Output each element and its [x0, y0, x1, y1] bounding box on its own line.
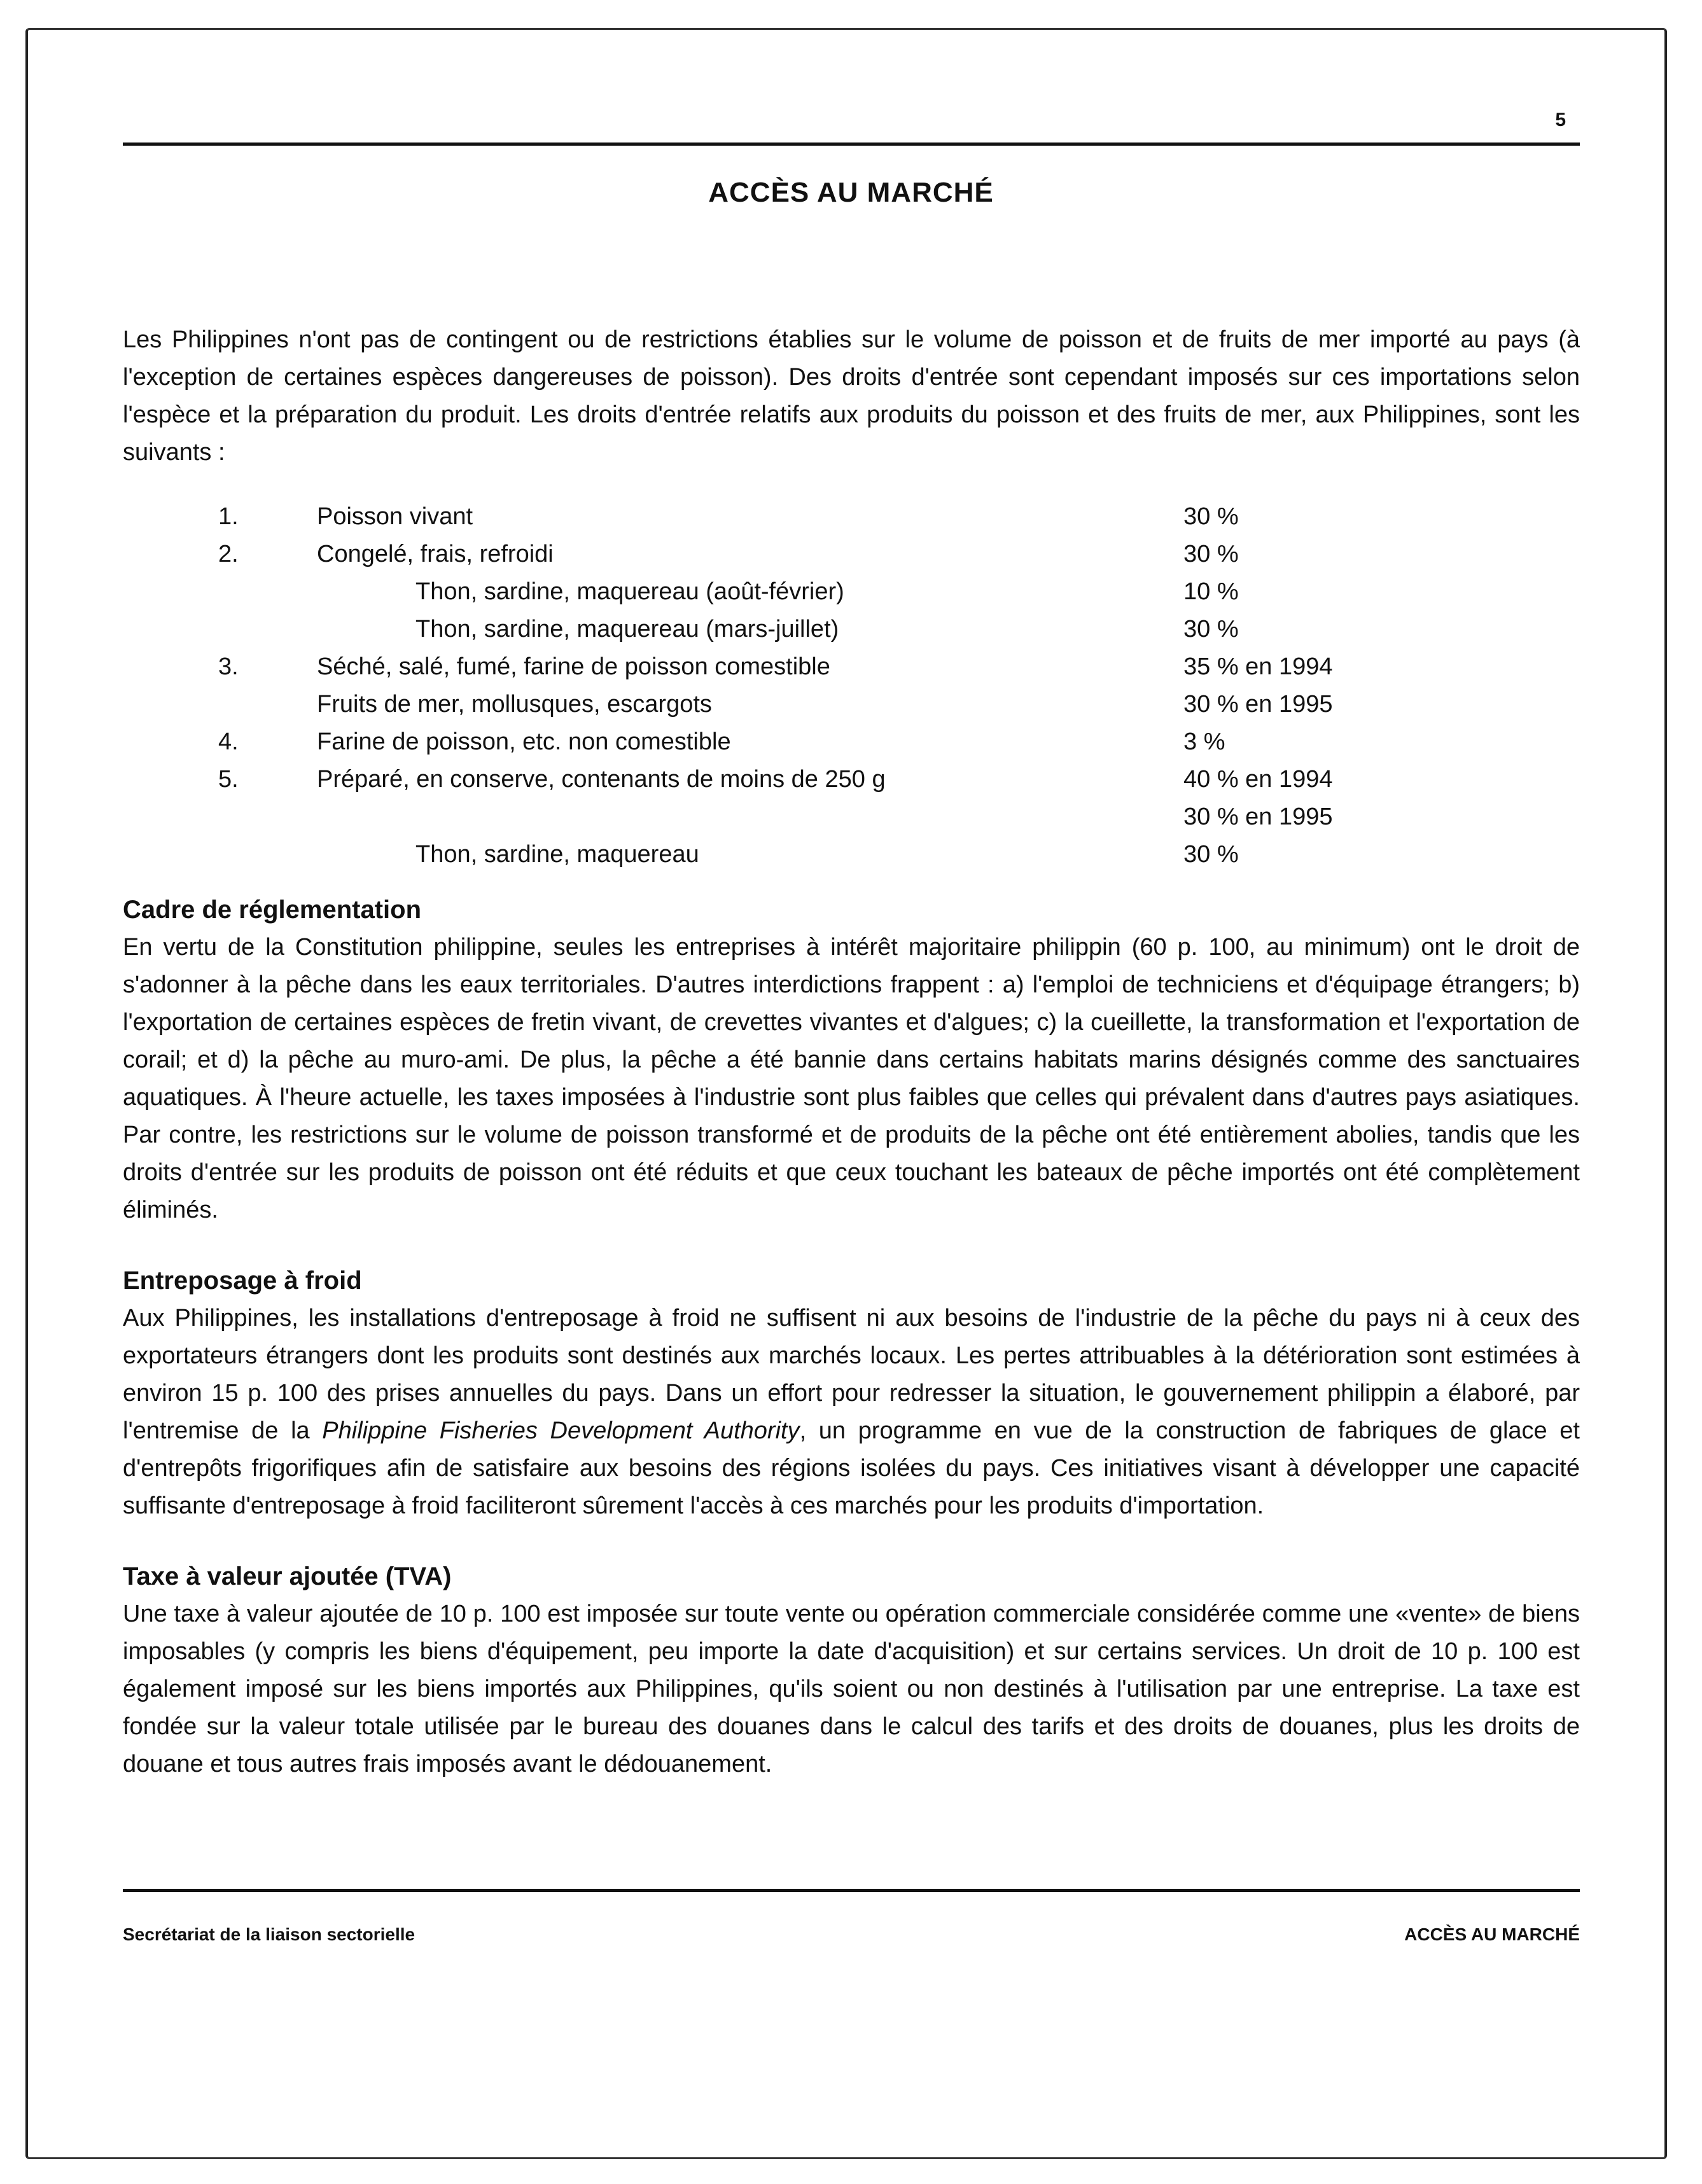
duty-row: [123, 648, 1580, 686]
section-body: Une taxe à valeur ajoutée de 10 p. 100 est imposée sur toute vente ou opération commerciale considérée comme une «vente» de biens imposables (y compris les biens d'équipement, peu importe la date d'acquisition) et sur certains services. Un droit de 10 p. 100 est également imposé sur les biens importés aux Philippines, qu'ils soient ou non destinés à l'utilisation par une entreprise. La taxe est fondée sur la valeur totale utilisée par le bureau des douanes dans le calcul des tarifs et des droits de douanes, plus les droits de douane et tous autres frais imposés avant le dédouanement.: [123, 1601, 1580, 1777]
footer-title: ACCÈS AU MARCHÉ: [1404, 1924, 1580, 1944]
section-tva: [123, 1558, 1580, 1783]
duty-product: Thon, sardine, maquereau (août-février): [415, 578, 844, 605]
agency-name: Philippine Fisheries Development Authority: [322, 1417, 800, 1444]
duty-rate: 30 %: [1183, 616, 1239, 643]
duty-product: Thon, sardine, maquereau (mars-juillet): [415, 616, 839, 643]
page-number: 5: [1555, 109, 1566, 130]
duty-rate: 3 %: [1183, 728, 1225, 755]
section-reglementation: [123, 891, 1580, 1229]
duty-rate: 30 % en 1995: [1183, 691, 1333, 718]
intro-paragraph: Les Philippines n'ont pas de contingent ou de restrictions établies sur le volume de poisson et de fruits de mer importé au pays (à l'exception de certaines espèces dangereuses de poisson). Des droits d'entrée sont cependant imposés sur ces importations selon l'espèce et la préparation du produit. Les droits d'entrée relatifs aux produits du poisson et des fruits de mer, aux Philippines, sont les suivants :: [123, 326, 1580, 466]
section-entreposage: [123, 1262, 1580, 1525]
header-rule: [123, 143, 1580, 146]
footer-rule: [123, 1889, 1580, 1892]
duty-row: [123, 498, 1580, 536]
duty-product: Congelé, frais, refroidi: [317, 541, 554, 567]
duty-item-number: 2.: [218, 541, 239, 567]
duty-row: [123, 836, 1580, 873]
duty-rate: 10 %: [1183, 578, 1239, 605]
duty-product: Préparé, en conserve, contenants de moins de 250 g: [317, 766, 886, 793]
duty-table: [123, 498, 1580, 868]
duty-row: [123, 686, 1580, 723]
duty-item-number: 4.: [218, 728, 239, 755]
section-body: En vertu de la Constitution philippine, seules les entreprises à intérêt majoritaire philippin (60 p. 100, au minimum) ont le droit de s'adonner à la pêche dans les eaux territoriales. D'autres interdictions frappent : a) l'emploi de techniciens et d'équipage étrangers; b) l'exportation de certaines espèces de fretin vivant, de crevettes vivantes et d'algues; c) la cueillette, la transformation et l'exportation de corail; et d) la pêche au muro-ami. De plus, la pêche a été bannie dans certains habitats marins désignés comme des sanctuaires aquatiques. À l'heure actuelle, les taxes imposées à l'industrie sont plus faibles que celles qui prévalent dans d'autres pays asiatiques. Par contre, les restrictions sur le volume de poisson transformé et de produits de la pêche ont été entièrement abolies, tandis que les droits d'entrée sur les produits de poisson ont été réduits et que ceux touchant les bateaux de pêche importés ont été complètement éliminés.: [123, 934, 1580, 1223]
body-text: Aux Philippines, les installations d'entreposage à froid ne suffisent ni aux besoins de l'industrie de la pêche du pays ni à ceux des exportateurs étrangers dont les produits sont destinés aux marchés locaux. Les pertes attribuables à la détérioration sont estimées à environ 15 p. 100 des prises annuelles du pays. Dans un effort pour redresser la situation, le gouvernement philippin a élaboré, par l'entremise de la: [123, 1305, 1580, 1444]
duty-row: [123, 573, 1580, 611]
duty-rate: 30 %: [1183, 841, 1239, 868]
duty-rate: 30 % en 1995: [1183, 803, 1333, 830]
section-heading: Cadre de réglementation: [123, 896, 422, 924]
body-text: , un programme en vue de la construction de fabriques de glace et d'entrepôts frigorifiques afin de satisfaire aux besoins des régions isolées du pays. Ces initiatives visant à développer une capacité suffisante d'entreposage à froid faciliteront sûrement l'accès à ces marchés pour les produits d'importation.: [123, 1417, 1580, 1519]
duty-product: Séché, salé, fumé, farine de poisson comestible: [317, 653, 830, 680]
main-content: [123, 321, 1580, 1783]
duty-product: Fruits de mer, mollusques, escargots: [317, 691, 712, 718]
section-body: [123, 1300, 1580, 1525]
duty-product: Poisson vivant: [317, 503, 473, 530]
duty-rate: 30 %: [1183, 541, 1239, 567]
duty-row: [123, 761, 1580, 798]
duty-row: [123, 723, 1580, 761]
section-heading: Taxe à valeur ajoutée (TVA): [123, 1562, 452, 1590]
duty-rate: 40 % en 1994: [1183, 766, 1333, 793]
duty-rate: 30 %: [1183, 503, 1239, 530]
duty-row: [123, 611, 1580, 648]
duty-item-number: 1.: [218, 503, 239, 530]
duty-product: Farine de poisson, etc. non comestible: [317, 728, 731, 755]
duty-item-number: 3.: [218, 653, 239, 680]
duty-row: [123, 798, 1580, 836]
section-heading: Entreposage à froid: [123, 1267, 362, 1295]
duty-product: Thon, sardine, maquereau: [415, 841, 699, 868]
page-title: ACCÈS AU MARCHÉ: [708, 177, 994, 208]
duty-row: [123, 536, 1580, 573]
footer-organization: Secrétariat de la liaison sectorielle: [123, 1924, 415, 1944]
duty-rate: 35 % en 1994: [1183, 653, 1333, 680]
duty-item-number: 5.: [218, 766, 239, 793]
